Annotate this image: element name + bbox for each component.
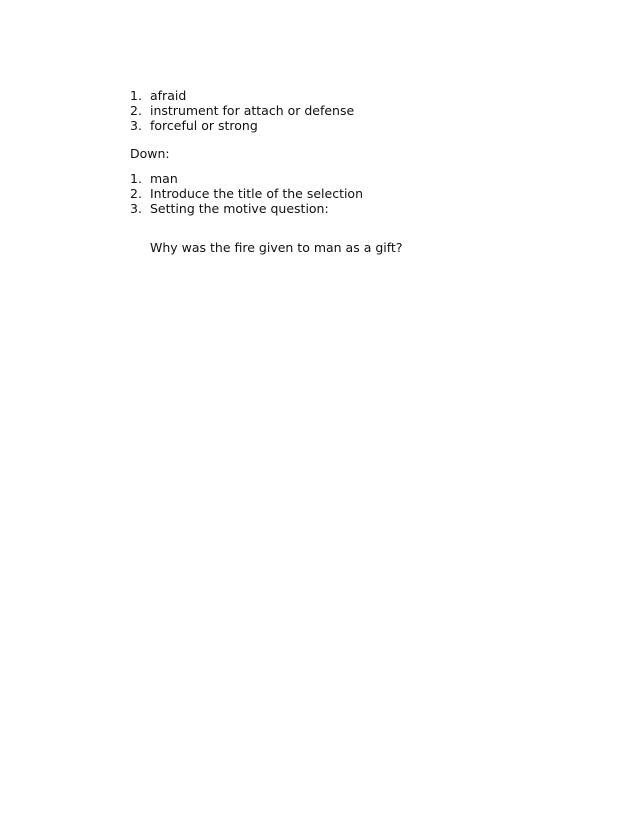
item-number: 1. (130, 171, 142, 186)
list-item (130, 201, 363, 216)
list-item (130, 103, 354, 118)
item-text: afraid (150, 88, 187, 103)
down-clue-list (130, 171, 363, 216)
item-text: Introduce the title of the selection (150, 186, 364, 201)
across-clue-list (130, 88, 354, 133)
item-number: 2. (130, 103, 142, 118)
list-item (130, 88, 354, 103)
down-heading: Down: (130, 146, 170, 161)
motive-question: Why was the fire given to man as a gift? (150, 240, 403, 255)
item-text: instrument for attach or defense (150, 103, 355, 118)
item-text: forceful or strong (150, 118, 258, 133)
item-number: 3. (130, 118, 142, 133)
item-text: Setting the motive question: (150, 201, 329, 216)
item-text: man (150, 171, 178, 186)
item-number: 2. (130, 186, 142, 201)
item-number: 3. (130, 201, 142, 216)
list-item (130, 186, 363, 201)
item-number: 1. (130, 88, 142, 103)
list-item (130, 171, 363, 186)
list-item (130, 118, 354, 133)
